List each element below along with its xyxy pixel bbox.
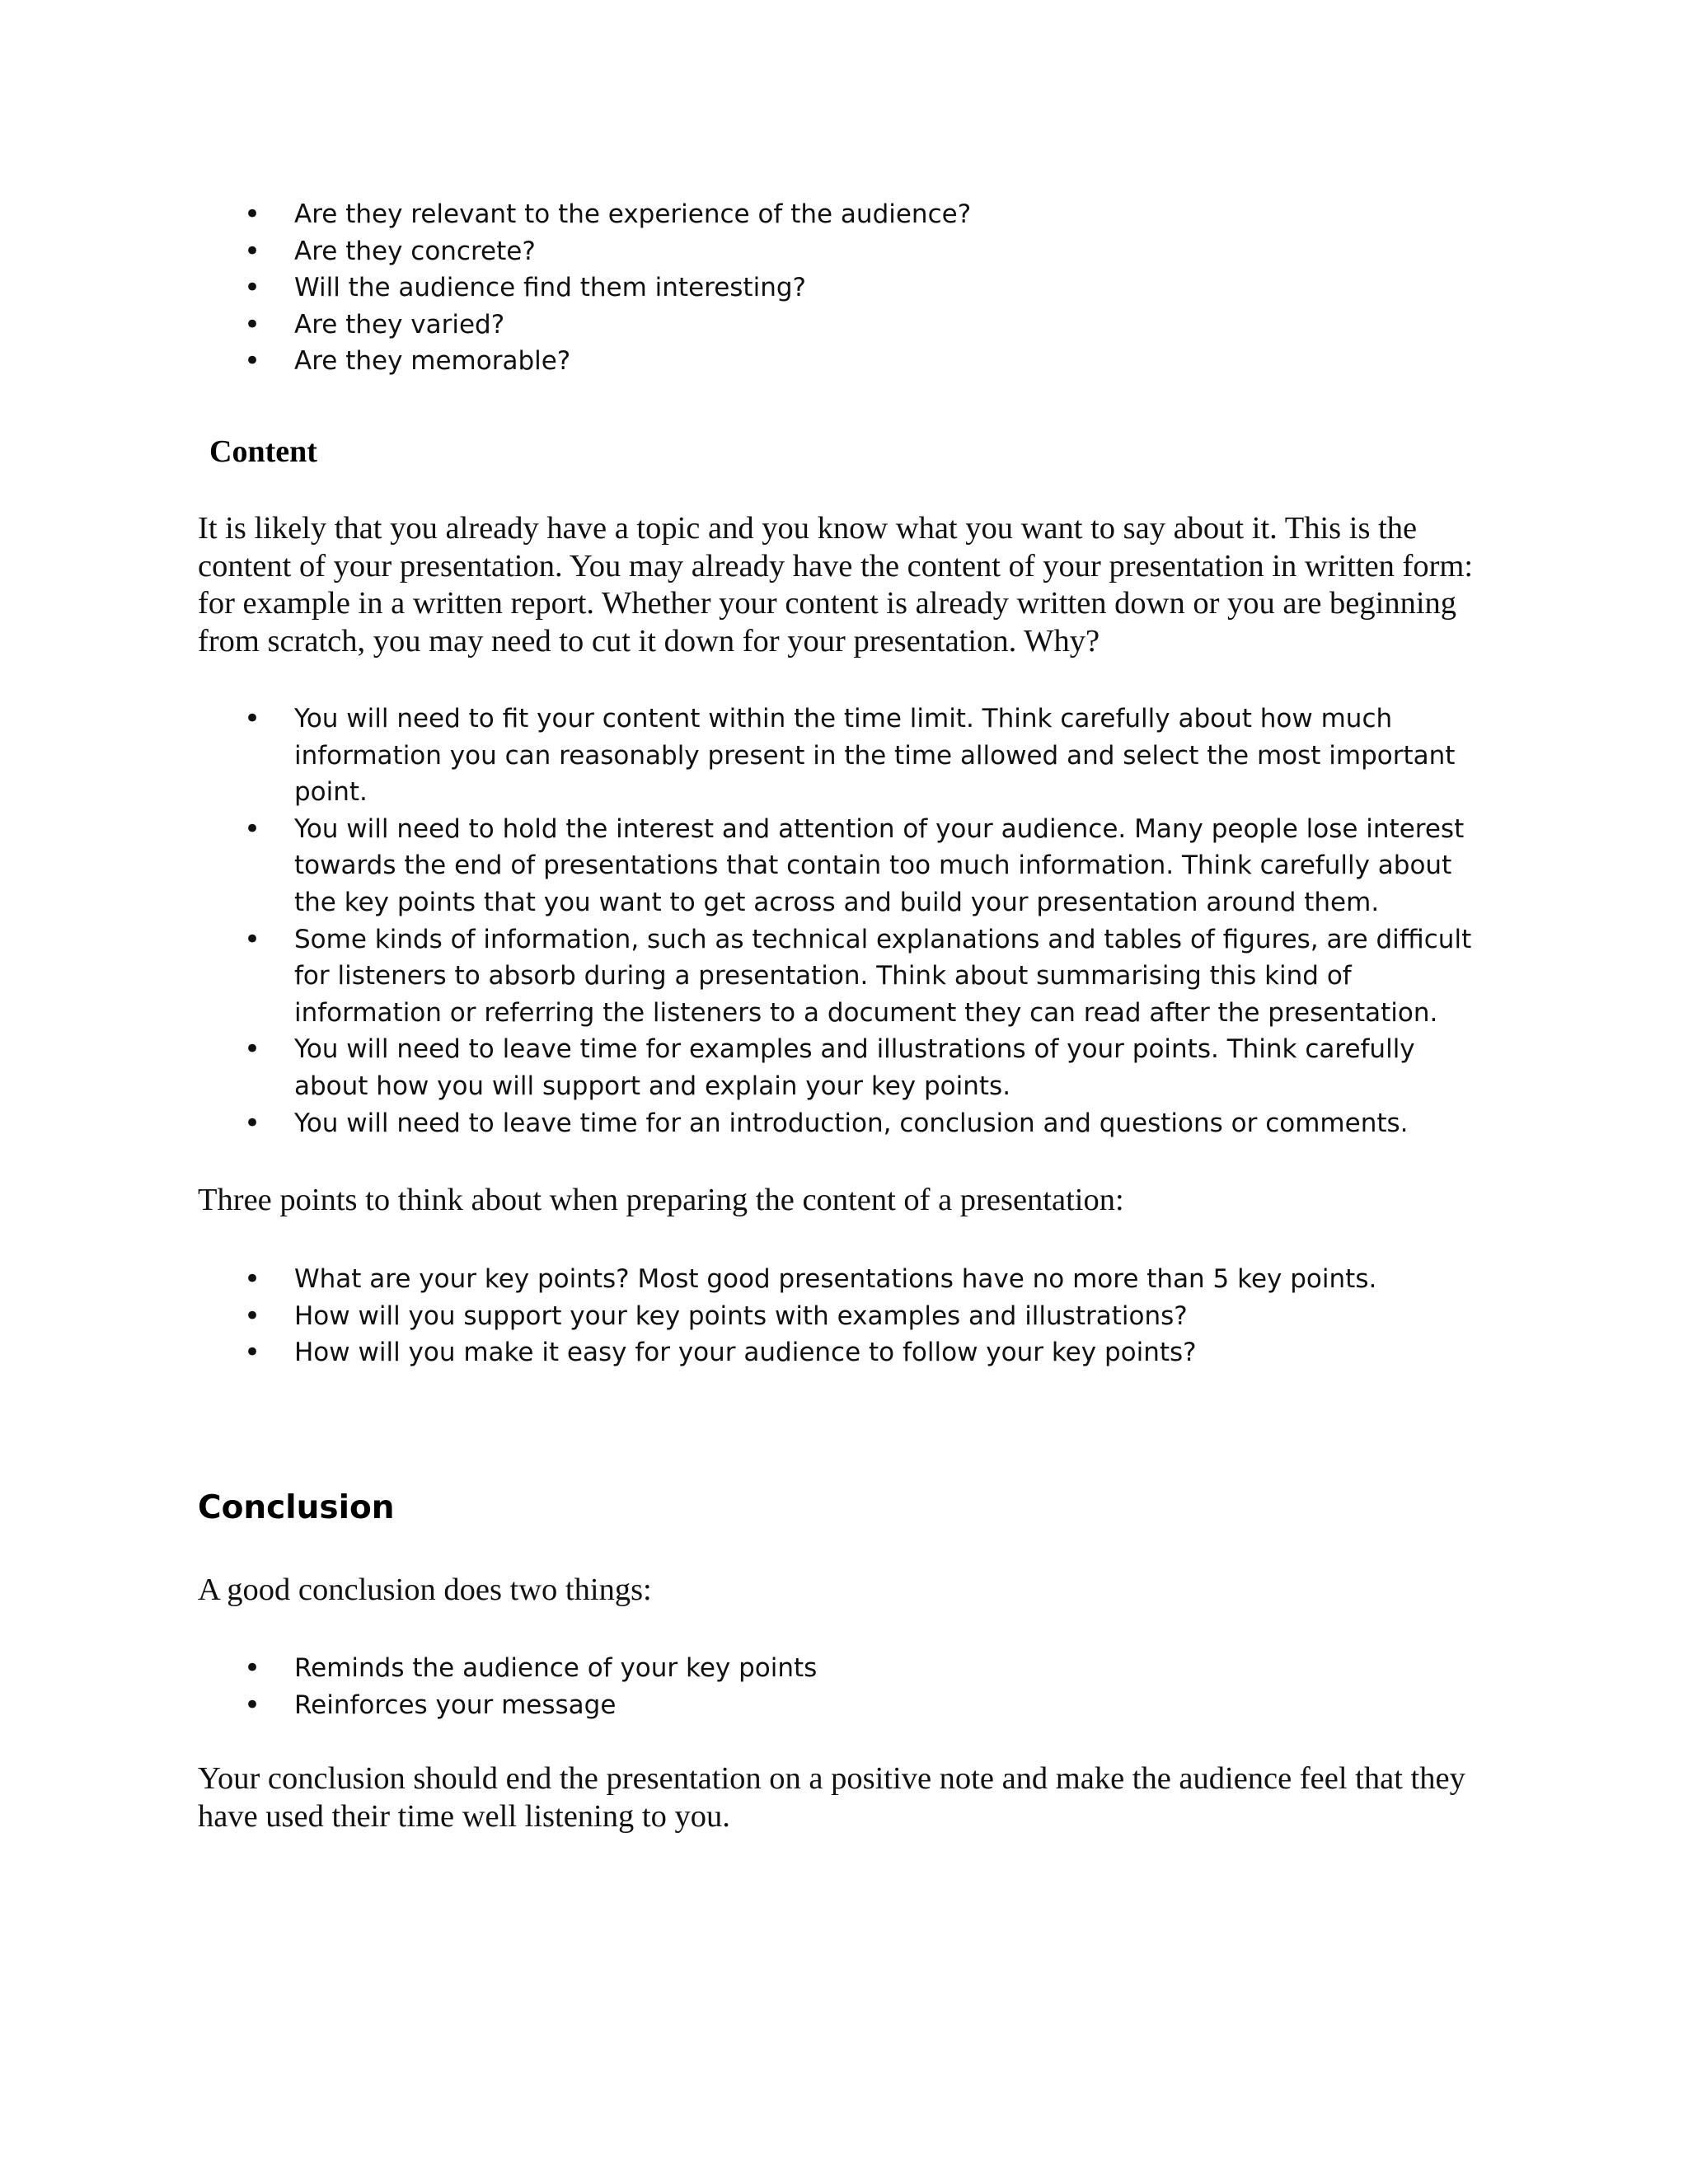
list-item: • Some kinds of information, such as technical explanations and tables of figures, are difficult for listeners to absorb during a presentation. Think about summarising this kind of information or referring the listeners to a document they can read after the presentation. <box>0 921 1473 1032</box>
list-item: • You will need to leave time for an introduction, conclusion and questions or comments. <box>0 1105 1473 1142</box>
content-heading: Content <box>209 434 317 469</box>
list-item: • How will you make it easy for your audience to follow your key points? <box>0 1334 1473 1371</box>
conclusion-heading: Conclusion <box>198 1489 395 1526</box>
list-item: • Reminds the audience of your key points <box>0 1650 1473 1687</box>
conclusion-intro: A good conclusion does two things: <box>198 1572 652 1607</box>
content-paragraph: It is likely that you already have a topic and you know what you want to say about it. This is the content of your presentation. You may already have the content of your presentation in written form: for example in a written report. Whether your content is already written down or you are beginning from scratch, you may need to cut it down for your presentation. Why? <box>198 511 1474 658</box>
conclusion-closing: Your conclusion should end the presentation on a positive note and make the audience feel that they have used their time well listening to you. <box>198 1761 1465 1834</box>
content-reasons-list <box>0 701 1473 1141</box>
list-item: • You will need to leave time for examples and illustrations of your points. Think carefully about how you will support and explain your key points. <box>0 1031 1473 1104</box>
list-item: • You will need to fit your content within the time limit. Think carefully about how much information you can reasonably present in the time allowed and select the most important point. <box>0 701 1473 811</box>
intro-bullet-list <box>0 196 1473 380</box>
list-item: • What are your key points? Most good presentations have no more than 5 key points. <box>0 1261 1473 1298</box>
list-item: • How will you support your key points with examples and illustrations? <box>0 1298 1473 1335</box>
list-item: • Are they relevant to the experience of the audience? <box>0 196 1473 233</box>
points-intro: Three points to think about when preparing the content of a presentation: <box>198 1183 1124 1217</box>
conclusion-list <box>0 1650 1473 1723</box>
list-item: • Are they concrete? <box>0 233 1473 270</box>
list-item: • Reinforces your message <box>0 1687 1473 1724</box>
list-item: • Are they varied? <box>0 307 1473 344</box>
key-points-list <box>0 1261 1473 1371</box>
list-item: • Are they memorable? <box>0 343 1473 380</box>
list-item: • Will the audience find them interesting? <box>0 269 1473 307</box>
list-item: • You will need to hold the interest and attention of your audience. Many people lose interest towards the end of presentations that contain too much information. Think carefully about the key points that you want to get across and build your presentation around them. <box>0 811 1473 921</box>
